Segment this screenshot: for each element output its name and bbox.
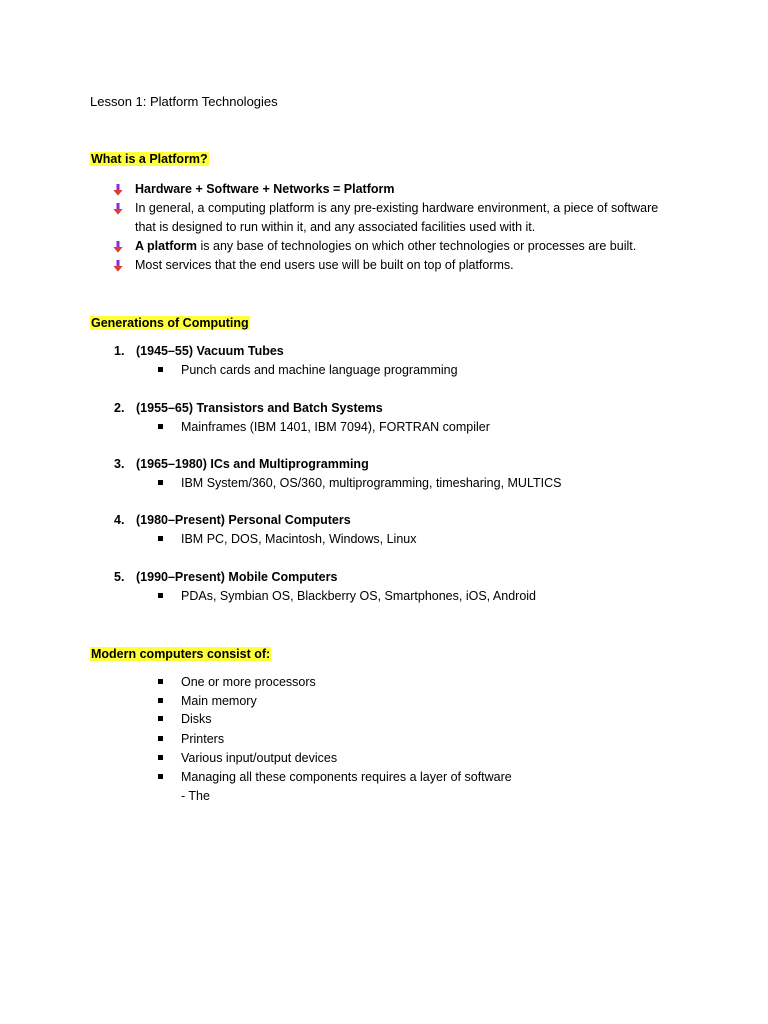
arrow-down-icon <box>113 184 123 196</box>
square-bullet-icon <box>158 536 163 541</box>
component-item: Disks <box>181 712 212 726</box>
generation-detail: IBM PC, DOS, Macintosh, Windows, Linux <box>181 532 417 546</box>
component-item: Managing all these components requires a layer of software <box>181 770 512 784</box>
generation-label: (1980–Present) Personal Computers <box>136 513 351 527</box>
component-item: Various input/output devices <box>181 751 338 765</box>
square-bullet-icon <box>158 593 163 598</box>
square-bullet-icon <box>158 755 163 760</box>
generation-label: (1965–1980) ICs and Multiprogramming <box>136 457 369 471</box>
section-heading-modern: Modern computers consist of: <box>91 647 271 661</box>
page-title: Lesson 1: Platform Technologies <box>90 94 278 109</box>
component-item: One or more processors <box>181 675 316 689</box>
generation-label: (1945–55) Vacuum Tubes <box>136 344 284 358</box>
generation-detail: Mainframes (IBM 1401, IBM 7094), FORTRAN compiler <box>181 420 490 434</box>
generation-label: (1955–65) Transistors and Batch Systems <box>136 401 383 415</box>
generation-detail: PDAs, Symbian OS, Blackberry OS, Smartphones, iOS, Android <box>181 589 537 603</box>
square-bullet-icon <box>158 480 163 485</box>
platform-item-1: Hardware + Software + Networks = Platform <box>135 182 395 196</box>
generation-detail: IBM System/360, OS/360, multiprogramming, timesharing, MULTICS <box>181 476 562 490</box>
generation-detail: Punch cards and machine language programming <box>181 363 458 377</box>
section-heading-platform: What is a Platform? <box>91 152 208 166</box>
component-item: Printers <box>181 732 225 746</box>
generation-number: 5. <box>114 570 125 584</box>
platform-item-2-line1: In general, a computing platform is any pre-existing hardware environment, a piece of software <box>135 201 659 215</box>
arrow-down-icon <box>113 241 123 253</box>
square-bullet-icon <box>158 736 163 741</box>
square-bullet-icon <box>158 716 163 721</box>
platform-item-2-line2: that is designed to run within it, and any associated facilities used with it. <box>135 220 536 234</box>
generation-number: 2. <box>114 401 125 415</box>
square-bullet-icon <box>158 679 163 684</box>
square-bullet-icon <box>158 424 163 429</box>
generation-number: 4. <box>114 513 125 527</box>
square-bullet-icon <box>158 698 163 703</box>
component-item: Main memory <box>181 694 257 708</box>
generation-label: (1990–Present) Mobile Computers <box>136 570 338 584</box>
generation-number: 3. <box>114 457 125 471</box>
platform-item-4: Most services that the end users use will be built on top of platforms. <box>135 258 514 272</box>
generation-number: 1. <box>114 344 125 358</box>
section-heading-generations: Generations of Computing <box>91 316 249 330</box>
arrow-down-icon <box>113 203 123 215</box>
component-continuation: - The <box>181 789 210 803</box>
arrow-down-icon <box>113 260 123 272</box>
square-bullet-icon <box>158 774 163 779</box>
square-bullet-icon <box>158 367 163 372</box>
platform-item-3: A platform is any base of technologies on which other technologies or processes are built. <box>135 239 637 253</box>
